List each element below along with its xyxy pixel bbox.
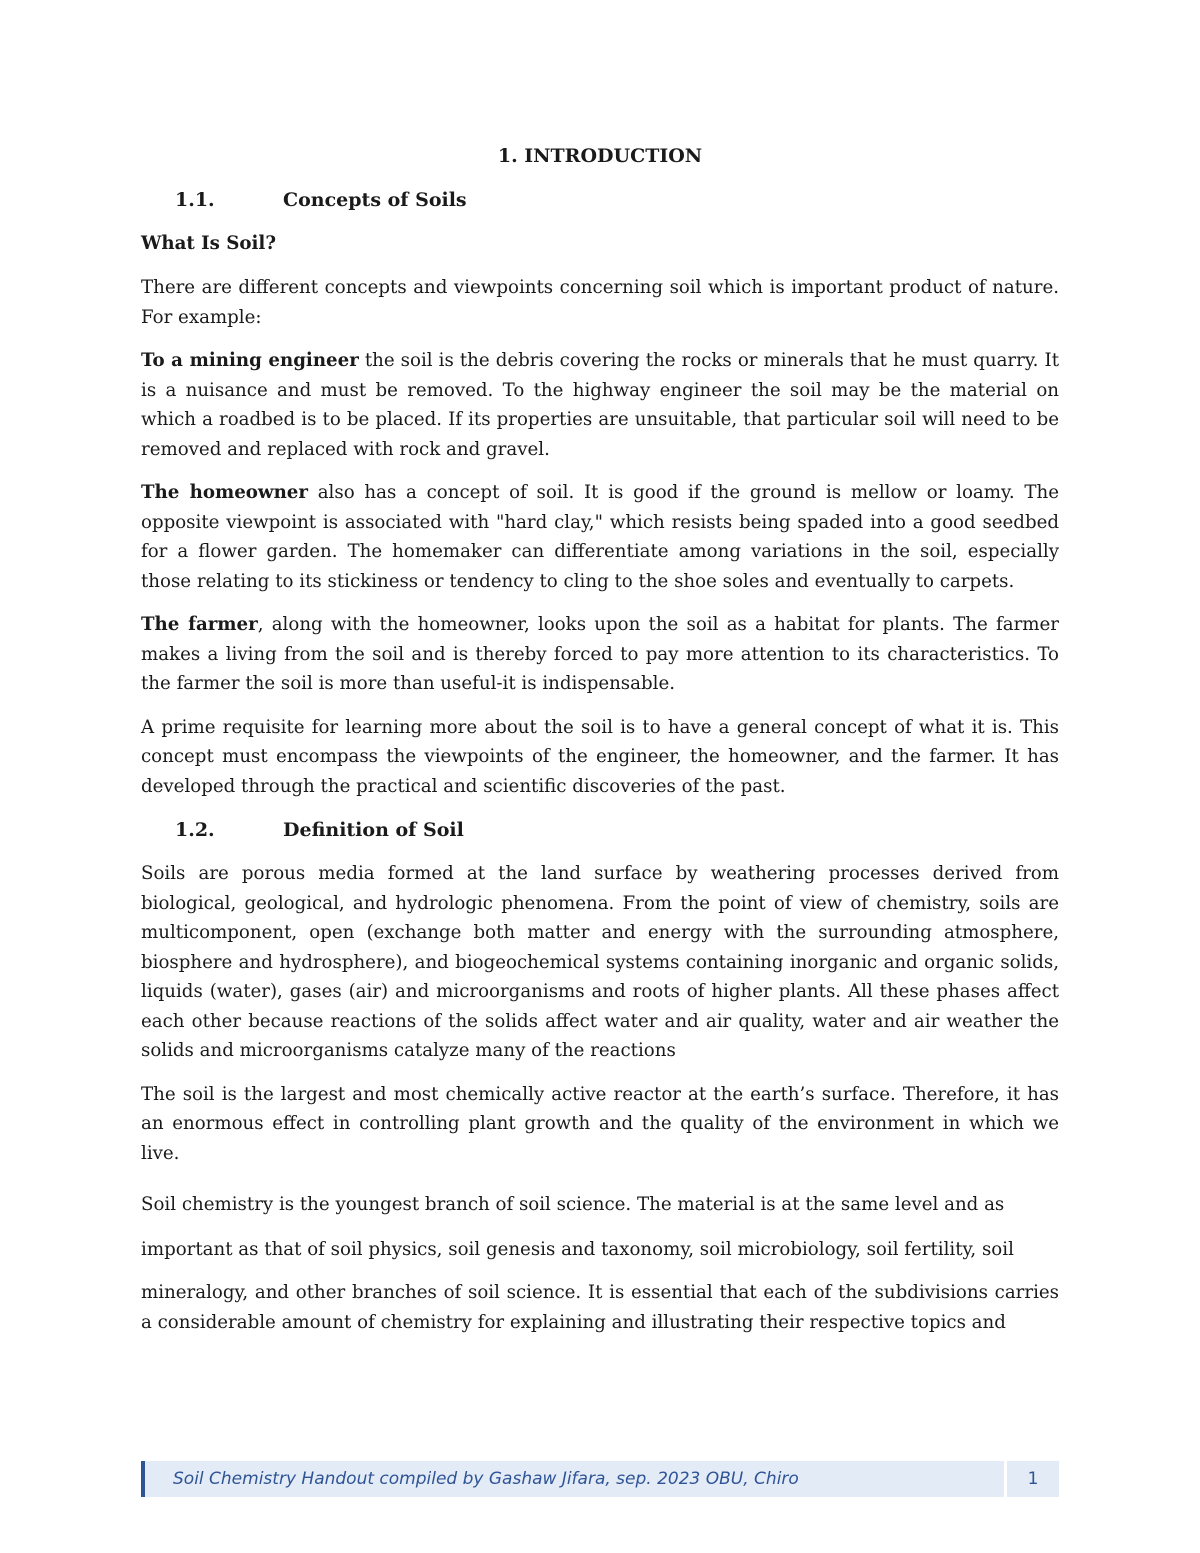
paragraph-intro: There are different concepts and viewpoints concerning soil which is important product of nature. For example: — [141, 277, 1059, 328]
paragraph-prime-requisite: A prime requisite for learning more about the soil is to have a general concept of what it is. This concept must encompass the viewpoints of the engineer, the homeowner, and the farmer. It has developed through the practical and scientific discoveries of the past. — [141, 716, 1059, 797]
paragraph-reactor: The soil is the largest and most chemically active reactor at the earth’s surface. Therefore, it has an enormous effect in controlling plant growth and the quality of the environment in which we live. — [141, 1083, 1059, 1164]
section-title: Definition of Soil — [283, 819, 464, 841]
lead-homeowner: The homeowner — [141, 482, 308, 503]
paragraph-soil-chemistry-line-3: mineralogy, and other branches of soil science. It is essential that each of the subdivisions carries a considerable amount of chemistry for explaining and illustrating their respective topics and — [141, 1282, 1059, 1333]
paragraph-soil-chemistry-line-2: important as that of soil physics, soil genesis and taxonomy, soil microbiology, soil fertility, soil — [141, 1239, 1014, 1260]
footer-text: Soil Chemistry Handout compiled by Gashaw Jifara, sep. 2023 OBU, Chiro — [173, 1469, 799, 1489]
paragraph-text: , along with the homeowner, looks upon the soil as a habitat for plants. The farmer makes a living from the soil and is thereby forced to pay more attention to its characteristics. To the farmer the soil is more than useful-it is indispensable. — [141, 614, 1059, 694]
paragraph-mining-engineer — [141, 346, 1059, 464]
paragraph-homeowner — [141, 478, 1059, 596]
paragraph-text: also has a concept of soil. It is good if the ground is mellow or loamy. The opposite viewpoint is associated with "hard clay," which resists being spaded into a good seedbed for a flower garden. The homemaker can differentiate among variations in the soil, especially those relating to its stickiness or tendency to cling to the shoe soles and eventually to carpets. — [141, 482, 1059, 592]
chapter-title: 1. INTRODUCTION — [497, 145, 703, 167]
subheading-what-is-soil: What Is Soil? — [141, 233, 276, 254]
section-number: 1.2. — [175, 819, 215, 841]
paragraph-soil-chemistry-line-1: Soil chemistry is the youngest branch of soil science. The material is at the same level and as — [141, 1194, 1005, 1215]
section-title: Concepts of Soils — [283, 189, 467, 211]
section-heading-definition — [141, 815, 1059, 845]
paragraph-definition: Soils are porous media formed at the land surface by weathering processes derived from biological, geological, and hydrologic phenomena. From the point of view of chemistry, soils are multicomponent, open (exchange both matter and energy with the surrounding atmosphere, biosphere and hydrosphere), and biogeochemical systems containing inorganic and organic solids, liquids (water), gases (air) and microorganisms and roots of higher plants. All these phases affect each other because reactions of the solids affect water and air quality, water and air weather the solids and microorganisms catalyze many of the reactions — [141, 863, 1059, 1061]
section-heading-concepts — [141, 185, 1059, 215]
section-number: 1.1. — [175, 189, 215, 211]
page-number: 1 — [1004, 1461, 1059, 1497]
page-content — [141, 141, 1059, 1351]
paragraph-text: the soil is the debris covering the rocks or minerals that he must quarry. It is a nuisance and must be removed. To the highway engineer the soil may be the material on which a roadbed is to be placed. If its properties are unsuitable, that particular soil will need to be removed and replaced with rock and gravel. — [141, 350, 1060, 460]
paragraph-farmer — [141, 610, 1059, 699]
page-footer — [141, 1461, 1059, 1497]
lead-farmer: The farmer — [141, 614, 258, 635]
lead-mining-engineer: To a mining engineer — [141, 350, 359, 371]
